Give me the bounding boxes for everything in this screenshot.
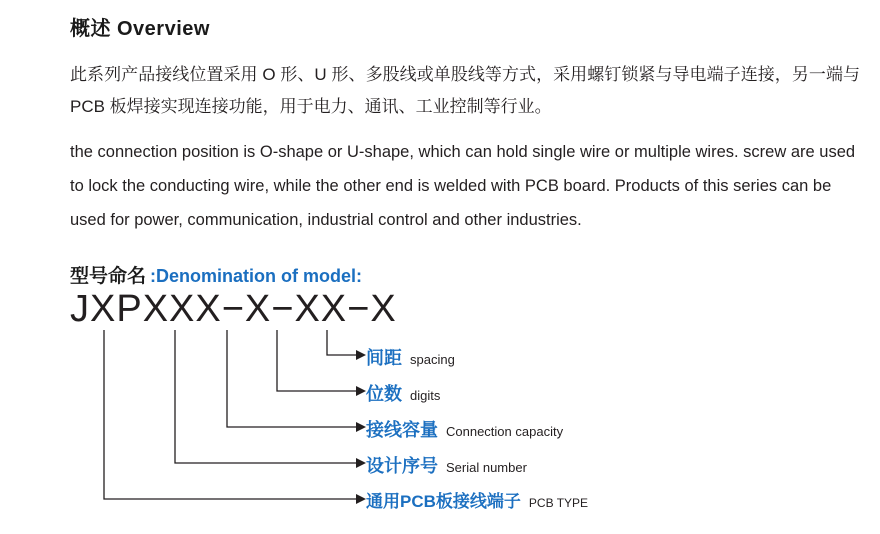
leader-line-serial: [175, 330, 356, 463]
label-serial-number: [366, 457, 527, 476]
label-pcb-type: [366, 493, 588, 511]
label-capacity-en: Connection capacity: [446, 424, 564, 439]
overview-heading: [70, 12, 210, 41]
model-code-text: JXPXXX−X−XX−X: [70, 288, 397, 330]
label-pcbtype-en: PCB TYPE: [528, 496, 589, 510]
label-spacing-cn: 间距: [366, 348, 402, 368]
leader-line-digits: [277, 330, 356, 391]
label-spacing-en: spacing: [410, 352, 455, 367]
overview-heading-cn: 概述: [70, 18, 111, 40]
overview-paragraph-cn: 此系列产品接线位置采用 O 形、U 形、多股线或单股线等方式，采用螺钉锁紧与导电端子连接，另一端与 PCB 板焊接实现连接功能，用于电力、通讯、工业控制等行业。: [70, 65, 860, 116]
leader-line-pcbtype: [104, 330, 356, 499]
label-spacing: [366, 349, 455, 368]
leader-line-capacity: [227, 330, 356, 427]
overview-paragraph-en: the connection position is O-shape or U-shape, which can hold single wire or multiple wires. screw are used to lock the conducting wire, while the other end is welded with PCB board. Products of this series can be used for power, communication, industrial control and other industries.: [70, 142, 856, 229]
label-capacity-cn: 接线容量: [366, 420, 438, 440]
arrow-digits: [356, 386, 366, 396]
leader-line-spacing: [327, 330, 356, 355]
label-serial-cn: 设计序号: [366, 456, 438, 476]
arrow-pcbtype: [356, 494, 366, 504]
arrow-capacity: [356, 422, 366, 432]
arrow-spacing: [356, 350, 366, 360]
model-heading-en: :Denomination of model:: [150, 266, 362, 286]
label-digits-en: digits: [410, 388, 441, 403]
label-digits: [366, 385, 440, 404]
overview-heading-en: Overview: [117, 18, 210, 40]
model-denomination-heading: [70, 261, 362, 288]
label-connection-capacity: [366, 421, 563, 440]
arrow-serial: [356, 458, 366, 468]
label-serial-en: Serial number: [446, 460, 527, 475]
model-heading-cn: 型号命名: [70, 266, 147, 287]
label-digits-cn: 位数: [366, 384, 402, 404]
label-pcbtype-cn: 通用PCB板接线端子: [366, 492, 521, 511]
